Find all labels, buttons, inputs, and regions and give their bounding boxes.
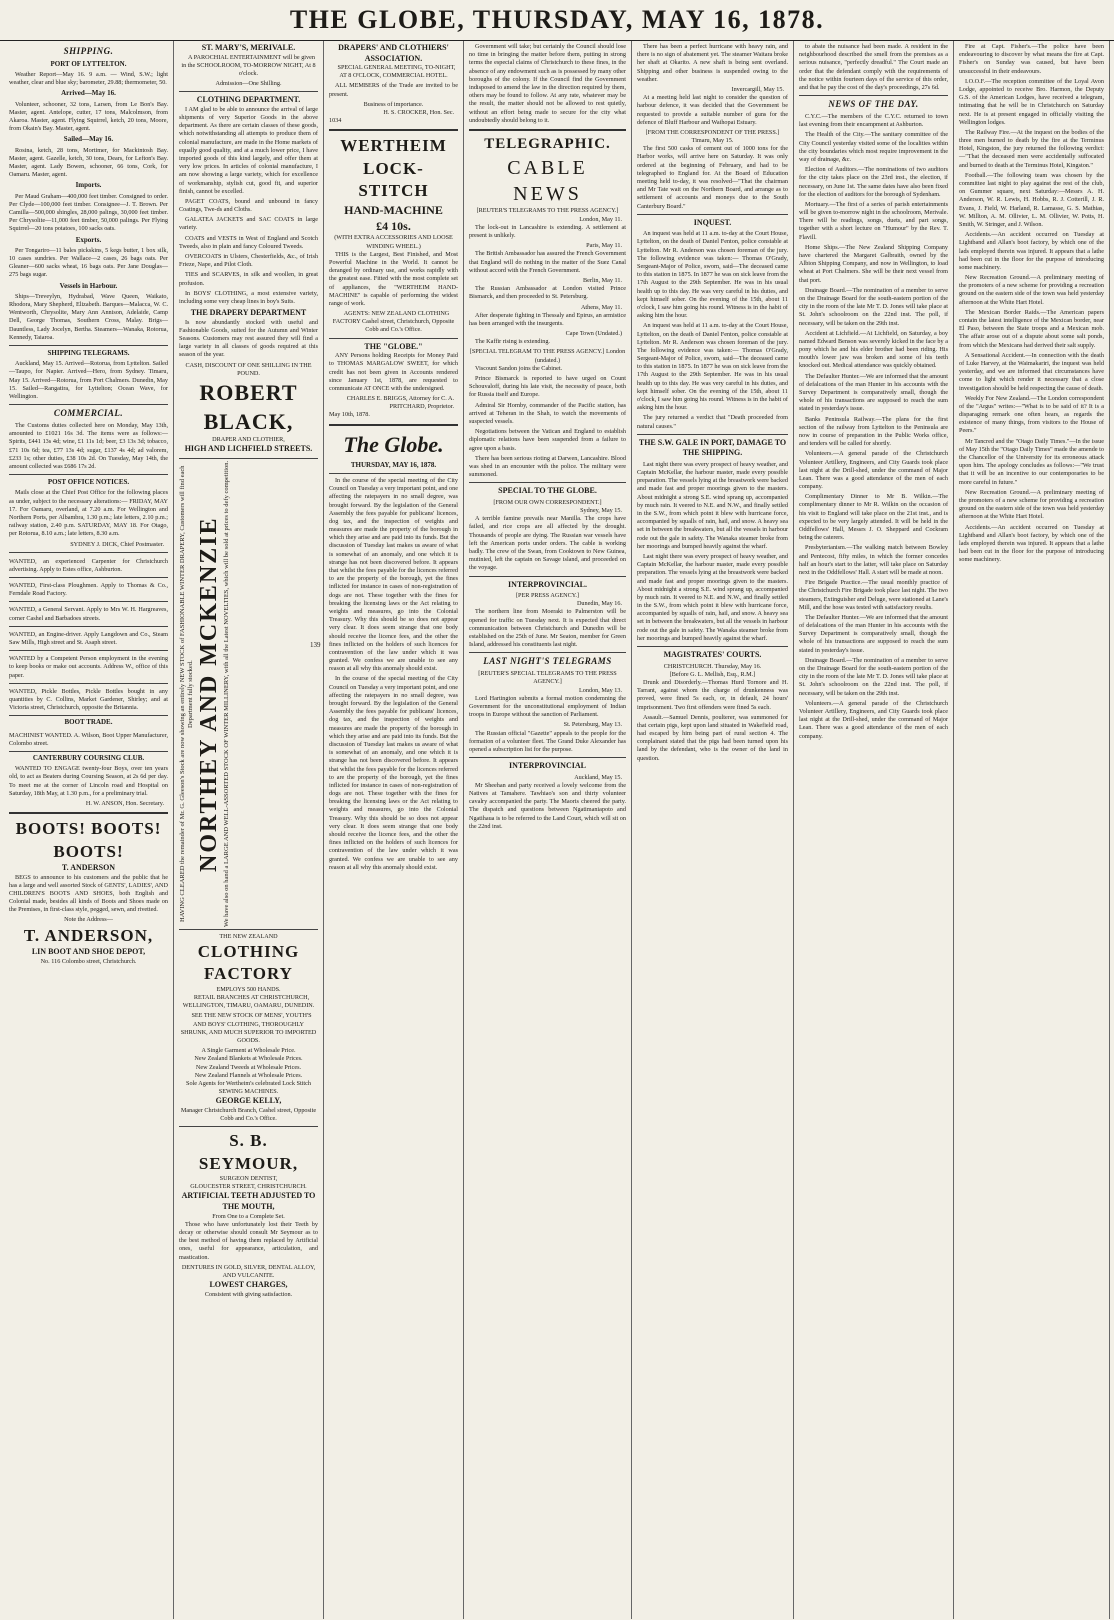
news-drainage: Drainage Board.—The nomination of a member to serve on the Drainage Board for the south-eastern portion of the city in the room of the late Mr T. D. Jones will take place at St. John's schoolroom on the 22nd inst. The poll, if necessary, will be taken on the 29th inst.	[799, 286, 948, 327]
globe-notice-heading: THE "GLOBE."	[364, 341, 423, 351]
machinist-ad: MACHINIST WANTED. A. Wilson, Boot Upper Manufacturer, Colombo street.	[9, 730, 168, 752]
from-one: From One to a Complete Set.	[212, 1212, 285, 1220]
dateline-berlin-11: Berlin, May 11.	[583, 276, 622, 284]
special-press-heading: [SPECIAL TELEGRAM TO THE PRESS AGENCY.] London (undated.)	[469, 348, 626, 364]
kelly-title: Manager Christchurch Branch, Cashel street, Opposite Cobb and Co.'s Office.	[180, 1106, 317, 1123]
vertical-ad-text-2: We have also on hand a LARGE AND WELL-ASSORTED STOCK OF WINTER MILLINERY, with all the Latest NOVELTIES, which will be sold at prices to defy competition.	[223, 460, 231, 927]
gale-heading: THE S.W. GALE IN PORT, DAMAGE TO THE SHIPPING.	[638, 437, 787, 458]
rioting-text: There has been serious rioting at Darwen, Lancashire. Blood was shed in an encounter with the police. The military were summoned.	[469, 454, 626, 479]
port-title: PORT OF LYTTELTON.	[50, 59, 127, 68]
business: Business of importance.	[363, 100, 424, 108]
nz-flannels: New Zealand Flannels at Wholesale Prices.	[194, 1071, 303, 1079]
news-lichfield: Accident at Lichfield.—At Lichfield, on Saturday, a boy named Edward Benson was severely kicked in the face by a pony which he and his elder brother had been riding. His mouth's lower jaw was broken and some of his teeth knocked out. Medical attendance was quickly obtained.	[799, 329, 948, 370]
wanted-ad-4: WANTED, an Engine-driver. Apply Langdown and Co., Steam Saw Mills, High street and St. Asaph street.	[9, 629, 168, 651]
page-number: 139	[310, 641, 321, 649]
briggs-signature: CHARLES E. BRIGGS, Attorney for C. A. PRITCHARD, Proprietor.	[346, 395, 454, 411]
bismarck-text: Prince Bismarck is reported to have urged on Count Schouvaloff, during his late visit, the necessity of peace, both for Russia itself and Europe.	[469, 375, 626, 399]
column-1	[4, 41, 174, 1619]
news-auditors: Election of Auditors.—The nominations of two auditors for the city takes place on the 23rd inst., the election, if necessary, on June 1st. The same dates have also been fixed for the election of auditors for the borough of Sydenham.	[799, 166, 948, 198]
athens-text: After desperate fighting in Thessaly and Epirus, an armistice has been arranged with the insurgents.	[469, 311, 626, 327]
dateline-paris-11: Paris, May 11.	[586, 242, 622, 250]
timaru-text: The first 500 casks of cement out of 1000 tons for the Harbor works, will arrive here on Saturday. It was only ordered at the beginning of February, and had to be telegraphed to England for. At the Board of Education meeting held to-day, it was resolved—"That the chairman and Mr Tate wait on the Northern Board, and arrange as to settlement of accounts and moneys due to the South Canterbury Board."	[637, 145, 788, 210]
news-tancred: Mr Tancred and the "Otago Daily Times."—In the issue of May 15th the "Otago Daily Times" made the amende to the Chancellor of the University for its erroneous attack upon him. The apology concludes as follows:—"We trust that it will be an incentive to our contemporaries to be more careful in future."	[959, 437, 1104, 486]
coats-vests: COATS and VESTS in West of England and Scotch Tweeds, also in plain and fancy Coloured Tweeds.	[179, 234, 318, 250]
vatican-text: Negotiations between the Vatican and England to establish diplomatic relations have been suspended from a failure to agree upon a basis.	[469, 428, 626, 452]
news-complimentary: Complimentary Dinner to Mr B. Wilkin.—The complimentary dinner to Mr R. Wilkin on the occasion of his visit to England will take place on the 21st inst., and is expected to be very largely attended. It will be held in the Oddfellows' Hall, Messrs J. O. Sheppard and Cockram being the caterers.	[799, 493, 948, 542]
coursing-signature: H. W. ANSON, Hon. Secretary.	[85, 799, 164, 807]
news-health: The Health of the City.—The sanitary committee of the City Council yesterday visited some of the localities within the city boundaries which most require improvement in the way of drainage, &c.	[799, 131, 948, 163]
newspaper-page	[0, 41, 1114, 1619]
post-office-text: Mails close at the Chief Post Office for the following places as under, subject to the necessary alterations:— FRIDAY, MAY 17. For Oamaru, overland, at 7.20 a.m. For Wellington and Northern Ports, per Albambra, 1.30 p.m.; late letters, 2.10 p.m.; railway station, 2.40 p.m. SATURDAY, MAY 18. For Otago, per Rotorua, 8.10 a.m.; late letters, 8.30 a.m.	[9, 489, 168, 538]
machine-price: £4 10s.	[376, 218, 411, 233]
last-night-heading: LAST NIGHT'S TELEGRAMS	[483, 656, 612, 667]
london-text: Lord Hartington submits a formal motion condemning the Government for the unconstitutional employment of Indian troops in Europe without the sanction of Parliament.	[469, 694, 626, 719]
the-globe-title: The Globe.	[343, 431, 444, 457]
wertheim-title: WERTHEIM	[340, 136, 447, 156]
weather-continued: There has been a perfect hurricane with heavy rain, and there is no sign of abatement yet. The steamer Waitara broke her shaft at Okarito. A new shaft is being sent overland. Shipping and other business is suspended owing to the weather.	[637, 43, 788, 83]
news-accidents-2: Accidents.—An accident occurred on Tuesday at Lightband and Allan's boot factory, by which one of the lads employed therein was injured. It appears that a lathe had been cut in the floor for the purpose of introducing some machinery.	[959, 523, 1104, 564]
column-5	[632, 41, 794, 1619]
wanted-ad-1: WANTED, an experienced Carpenter for Christchurch advertising. Apply to Estes office, Ashburton.	[9, 556, 168, 578]
news-cyc: C.Y.C.—The members of the C.Y.C. returned to town last evening from their encampment at Ashburton.	[799, 113, 948, 129]
anderson-text: BEGS to announce to his customers and the public that he has a large and well assorted Stock of GENTS', LADIES', AND CHILDREN'S BOOTS AND SHOES, both English and Colonial made, besides all kinds of Boots and Shoes made on the Premises, in first-class style, pegged, sewn, and rivetted.	[9, 873, 168, 914]
lowest-charges: LOWEST CHARGES,	[209, 1280, 288, 1290]
inquest-text-2: An inquest was held at 11 a.m. to-day at the Court House, Lyttelton, on the death of Daniel Fenton, police constable at Lyttelton. Mr R. Anderson was chosen foreman of the jury. The following evidence was taken:— Thomas O'Grady, Sergeant-Major of Police, sworn, said—The deceased came to this station in 1875. In 1877 he was on sick leave from the 17th August to the 29th September. He was in his usual health up to this day. He was very careful in his duties, and kept himself sober. On the evening of the 15th, about 11 o'clock, I saw him going his round. Witness is in the habit of asking him the hour.	[637, 322, 788, 412]
column-3	[324, 41, 464, 1619]
special-meeting: SPECIAL GENERAL MEETING, TO-NIGHT, AT 8 O'CLOCK, COMMERCIAL HOTEL.	[337, 64, 456, 80]
with-extra: (WITH EXTRA ACCESSORIES AND LOOSE WINDING WHEEL.)	[334, 234, 453, 250]
boot-depot: LIN BOOT AND SHOE DEPOT,	[31, 947, 146, 957]
news-sensational: A Sensational Accident.—In connection with the death of Luke Harvey, at the Waimakariri, the inquest was held yesterday, and we are informed that circumstances have come to light which render it necessary that a close investigation should be held respecting the cause of death.	[959, 351, 1104, 392]
commercial-text: The Customs duties collected here on Monday, May 13th, amounted to £1021 16s 3d. The items were as follows:—Spirits, £441 13s 4d; wine, £1 11s 1d; beer, £3 13s 3d; tobacco, £71 10s 6d; tea, £77 13s 4d; sugar, £137 4s 4d; ad valorem, £233 1s; other duties, £38 10s 2d. On Tuesday, May 14th, the amount collected was £686 17s 2d.	[9, 422, 168, 470]
cable-news-title: CABLE NEWS	[507, 156, 588, 206]
anderson-name: T. ANDERSON	[61, 862, 116, 872]
vertical-ad-name: NORTHEY AND MCKENZIE	[195, 516, 222, 872]
dateline-petersburg: St. Petersburg, May 13.	[563, 721, 622, 729]
sandon-text: Viscount Sandon joins the Cabinet.	[475, 364, 563, 372]
robert-black-name: ROBERT BLACK,	[199, 380, 298, 435]
weather-report: Weather Report—May 16. 9 a.m. — Wind, S.W.; light weather, clear and blue sky; barometer, 29.88; thermometer, 50.	[9, 71, 168, 87]
wanted-ad-3: WANTED, a General Servant. Apply to Mrs W. H. Hargreaves, corner Cashel and Barbadoes streets.	[9, 604, 168, 626]
invercargill-text: At a meeting held last night to consider the question of harbour defence, it was decided that the Government be requested to provide a suitable number of guns for the defence of Bluff Harbour and Waihopai Estuary.	[637, 94, 788, 126]
news-banks: Banks Peninsula Railway.—The plans for the first section of the railway from Lyttelton to the Peninsula are now in course of preparation in the Public Works office, and tenders will be called for shortly.	[799, 415, 948, 448]
editorial-continued: Government will take; but certainly the Council should lose no time in bringing the matter before them, putting in strong terms the especial claims of Christchurch to these fines, in the absence of any endowment such as is possessed by many other boroughs of the colony. If the Council find the Government indisposed to amend the law in the direction required by them, others may be found to follow. At any rate, whatever may be the result, the matter should not be allowed to rest quietly, without an effort being made to secure for the city what undoubtedly should belong to it.	[469, 43, 626, 124]
exports-heading: Exports.	[75, 235, 102, 244]
factory-title: CLOTHING FACTORY	[197, 942, 300, 984]
wanted-ad-5: WANTED by a Competent Person employment in the evening to keep books or make out accounts. Address W., office of this paper.	[9, 653, 168, 684]
post-office-heading: POST OFFICE NOTICES.	[47, 478, 130, 487]
paris-text: The British Ambassador has assured the French Government that England will do nothing in the matter of the Suez Canal without accord with the French Government.	[469, 250, 626, 274]
dateline-london-11: London, May 11.	[579, 215, 622, 223]
agents: AGENTS: NEW ZEALAND CLOTHING FACTORY Cashel street, Christchurch, Opposite Cobb and Co.'s Office.	[332, 310, 455, 334]
depot-address: No. 116 Colombo street, Christchurch.	[40, 957, 137, 965]
news-volunteers-2: Volunteers.—A general parade of the Christchurch Volunteer Artillery, Engineers, and City Guards took place last night at the Drill-shed, under the command of Major Lean. There was a good attendance of the men of each company.	[799, 699, 948, 740]
cape-text: The Kaffir rising is extending.	[475, 338, 550, 346]
overcoats: OVERCOATS in Ulsters, Chesterfields, &c., of Irish Frieze, Nape, and Pilot Cloth.	[179, 253, 318, 269]
news-accidents: Accidents.—An accident occurred on Tuesday at Lightband and Allan's boot factory, by which one of the lads employed therein was injured. It appears that a lathe had been cut in the floor for the purpose of introducing some machinery.	[959, 231, 1104, 271]
shipping-telegrams: Auckland, May 15. Arrived—Rotorua, from Lyttelton. Sailed—Taupo, for Napier. Arrived—Hero, from Sydney. Timaru, May 15. Arrived—Rotorua, from Port Chalmers. Dunedin, May 15. Sailed—Rangatira, for Lyttelton; Ocean Wave, for Wellington.	[9, 360, 168, 400]
ties-scarves: TIES and SCARVES, in silk and woollen, in great profusion.	[179, 271, 318, 287]
nz-clothing-title: THE NEW ZEALAND	[219, 932, 278, 940]
news-recreation-2: New Recreation Ground.—A preliminary meeting of the promoters of a new scheme for providing a recreation ground on the eastern side of the town was held yesterday afternoon at the White Hart Hotel.	[959, 488, 1104, 521]
boot-trade-heading: BOOT TRADE.	[64, 718, 113, 727]
lockout-text: The lock-out in Lancashire is extending. A settlement at present is unlikely.	[469, 223, 626, 240]
nz-tweeds: New Zealand Tweeds at Wholesale Prices.	[195, 1063, 302, 1071]
lock-stitch-title: LOCK-STITCH	[358, 158, 429, 201]
see-new-stock: SEE THE NEW STOCK OF MENS', YOUTH'S AND BOYS' CLOTHING, THOROUGHLY SHRUNK, AND MUCH SUPERIOR TO IMPORTED GOODS.	[180, 1012, 317, 1044]
own-correspondent: [FROM OUR OWN CORRESPONDENT.]	[493, 498, 602, 506]
news-mortuary: Mortuary.—The first of a series of parish entertainments will be given to-morrow night in the schoolroom, Merivale. There will be readings, songs, duets, and part songs, together with a short lecture on "Humour" by the Rev. T. Flavill.	[799, 200, 948, 241]
column-7	[954, 41, 1110, 1619]
vessels-list: Ships—Treveylyn, Hydrabad, Wave Queen, Waikato, Rhodora, Mary Shepherd, Elizabeth. Barques—Malacca, W. C. Wentworth, Chrysolite, Mary Ann Annison, Adelaide, Camp Dell, George Thomas, Southern Cross, Malay. Brigs—Dauntless, Lady Jocelyn, Bertha. Steamers—Wanaka, Rotorua, Kennedy, Taiaroa.	[9, 292, 168, 341]
imports-heading: Imports.	[75, 181, 102, 190]
interprovincial-heading-2: INTERPROVINCIAL	[509, 761, 586, 771]
st-marys-title: ST. MARY'S, MERIVALE.	[201, 43, 296, 52]
wertheim-agents: Sole Agents for Wertheim's celebrated Lock Stitch SEWING MACHINES.	[186, 1079, 311, 1096]
telegraphic-title: TELEGRAPHIC.	[484, 135, 611, 152]
clothing-text: I AM glad to be able to announce the arrival of large shipments of very Superior Goods in the above department. As there are certain classes of these goods, which notwithstanding all attempts to produce them of colonial manufacture, are made in the Home markets of equally good quality, and at a much lower price, I have imported goods of this kind largely, and offer them at very low prices. In articles of colonial manufacture, I am now showing a large variety, which for excellence of workmanship, stylish cut, good fit, and superior finish, cannot be excelled.	[179, 105, 318, 195]
ad-number: 1034	[329, 117, 342, 125]
timaru-heading: [FROM THE CORRESPONDENT OF THE PRESS.] Timaru, May 15.	[645, 128, 780, 145]
northey-mckenzie-ad	[179, 458, 318, 930]
press-agency: [PER PRESS AGENCY.]	[516, 592, 579, 600]
before-magistrate: [Before G. L. Mellish, Esq., R.M.]	[669, 670, 756, 678]
arrived-list: Volunteer, schooner, 32 tons, Larsen, from Le Bon's Bay. Master, agent. Antelope, cutter, 17 tons, Malcolmson, from Akaroa. Master, agent. Flying Squirrel, ketch, 20 tons, Moore, from Okain's Bay. Master, agent.	[9, 100, 168, 133]
seymour-name: S. B. SEYMOUR,	[198, 1131, 299, 1173]
branches: RETAIL BRANCHES AT CHRISTCHURCH, WELLINGTON, TIMARU, OAMARU, DUNEDIN.	[182, 994, 315, 1010]
drapery-text: Is now abundantly stocked with useful and Fashionable Goods, suited for the Autumn and Winter Seasons. Customers may rest assured they will find a large variety in all classes of goods required at this season of the year.	[179, 318, 318, 359]
christchurch-dateline: CHRISTCHURCH. Thursday, May 16.	[663, 662, 762, 670]
editorial-date: THURSDAY, MAY 16, 1878.	[350, 460, 437, 469]
all-members: ALL MEMBERS of the Trade are invited to be present.	[329, 82, 458, 98]
nz-blankets: New Zealand Blankets at Wholesale Prices.	[194, 1055, 303, 1063]
seymour-address: GLOUCESTER STREET, CHRISTCHURCH.	[190, 1183, 307, 1191]
column-2	[174, 41, 324, 1619]
news-of-the-day-heading: NEWS OF THE DAY.	[828, 99, 919, 110]
clothing-dept-heading: CLOTHING DEPARTMENT.	[196, 95, 301, 105]
dentures: DENTURES IN GOLD, SILVER, DENTAL ALLOY, AND VULCANITE.	[181, 1263, 316, 1279]
surgeon-title: SURGEON DENTIST,	[219, 1175, 278, 1183]
draper-title: DRAPER AND CLOTHIER,	[212, 436, 285, 444]
hornby-text: Admiral Sir Hornby, commander of the Pacific station, has arrived at Teheran in the Shah, to watch the movements of suspected vessels.	[469, 401, 626, 425]
commercial-header: COMMERCIAL.	[53, 408, 124, 419]
globe-notice: ANY Persons holding Receipts for Money Paid to THOMAS MARGALOW SWEET, for which credit has not been given in Accounts rendered since January 1st, 1878, are requested to communicate AT ONCE with the undersigned.	[329, 352, 458, 392]
news-home-ships: Home Ships.—The New Zealand Shipping Company have chartered the Margaret Galbraith, owned by the Albion Shipping Company, and now in Wellington, to load wheat at Port Chalmers. She will be their next vessel from that port.	[799, 243, 948, 284]
gale-text-2: Last night there was every prospect of heavy weather, and Captain McKellar, the harbour master, made every possible preparation. The vessels lying at the breastwork were backed and made fast and proper moorings given to the masters. About midnight a strong S.E. wind sprang up, accompanied by much rain. It veered to N.E. and N.W., and finally settled in the S.W., from which point it blew with hurricane force, accompanied by squalls of rain, hail, and snow. A heavy sea set in between the breakwaters, but all the vessels in harbour rode out the gale in safety. The Wanaka steamer broke from her moorings and bumped heavily against the wharf.	[637, 552, 788, 642]
news-recreation: New Recreation Ground.—A preliminary meeting of the promoters of a new scheme for providing a recreation ground on the eastern side of the town was held yesterday afternoon at the White Hart Hotel.	[959, 274, 1104, 306]
masthead: THE GLOBE, THURSDAY, MAY 16, 1878.	[0, 0, 1114, 41]
seymour-text: Those who have unfortunately lost their Teeth by decay or otherwise should consult Mr Seymour as to the best method of having them replaced by Artificial ones, useful for appearance, articulation, and mastication.	[179, 1220, 318, 1261]
sailed-list: Rosina, ketch, 28 tons, Mortimer, for Mackintosh Bay. Master, agent. Gazelle, ketch, 30 tons, Dears, for Lefton's Bay. Master, agent. Lady Bowen, schooner, 66 tons, Cork, for Oamaru. Master, agent.	[9, 146, 168, 179]
interprovincial-heading: INTERPROVINCIAL.	[508, 579, 587, 589]
coursing-text: WANTED TO ENGAGE twenty-four Boys, over ten years old, to act as Beaters during Coursing Season, at 2s 6d per day. To meet me at the corner of Lincoln road and Hospital on Saturday, 18th May, at 1.30 p.m., for a preliminary trial.	[9, 765, 168, 797]
boots-headline: BOOTS! BOOTS! BOOTS!	[15, 819, 162, 861]
auckland-text: Mr Sheehan and party received a lovely welcome from the Natives at Tamahere. Tawhiao's son and thirty volunteer cavalry accompanied the party. The Maoris cheered the party. The dispatch and questions between Ngatimaniapoto and Ngatihaua is to be referred to the Land Court, which will sit on the 22nd inst.	[469, 781, 626, 830]
wertheim-text: THIS is the Largest, Best Finished, and Most Powerful Machine in the World. It cannot be deranged by ordinary use, and works rapidly with the greatest ease. Fitted with the most complete set of appliances, the "WERTHEIM HAND-MACHINE" is capable of performing the widest range of work.	[329, 250, 458, 307]
news-defaulter-2: The Defaulter Hunter.—We are informed that the amount of defalcations of the man Hunter in his accounts with the Survey Department is comparatively small, though the whole of his transactions are supposed to reach the sum stated in yesterday's issue.	[799, 613, 948, 654]
gale-text: Last night there was every prospect of heavy weather, and Captain McKellar, the harbour master, made every possible preparation. The vessels lying at the breastwork were backed and made fast and proper moorings given to the masters. About midnight a strong S.E. wind sprang up, accompanied by much rain. It veered to N.E. and N.W., and finally settled in the S.W., from which point it blew with hurricane force, accompanied by squalls of rain, hail, and snow. A heavy sea set in between the breakwaters, but all the vessels in harbour rode out the gale in safety. The Wanaka steamer broke from her moorings and bumped heavily against the wharf.	[637, 460, 788, 550]
news-ioof: I.O.O.F.—The reception committee of the Loyal Avon Lodge, appointed to receive Bro. Harmon, the Deputy G.S. of the American Lodges, have received a telegram, intimating that he will be in Christchurch on Saturday next. He is at present engaged in officially visiting the Wellington lodges.	[959, 77, 1104, 126]
boys-clothing: In BOYS' CLOTHING, a most extensive variety, including some very cheap lines in boy's Suits.	[179, 289, 318, 305]
news-weekly: Weekly For New Zealand.—The London correspondent of the "Argus" writes:—"What is to be said of it? It is a disparaging remark one often hears, as regards the existence of many things, from visitors to the House of Peers."	[959, 394, 1104, 435]
dateline-athens-11: Athens, May 11.	[580, 303, 622, 311]
wanted-ad-2: WANTED, First-class Ploughmen. Apply to Thomas & Co., Ferndale Road Factory.	[9, 580, 168, 602]
news-fire: Fire Brigade Practice.—The usual monthly practice of the Christchurch Fire Brigade took place last night. The two steamers, Extinguisher and Deluge, were stationed at Lane's Mill, and the hose was tested with satisfactory results.	[799, 579, 948, 611]
inquest-heading: INQUEST.	[693, 217, 732, 227]
dateline-cape: Cape Town (Undated.)	[565, 330, 622, 338]
sailed-heading: Sailed—May 16.	[63, 135, 114, 144]
coursing-heading: CANTERBURY COURSING CLUB.	[32, 753, 145, 762]
anderson-name-2: T. ANDERSON,	[23, 925, 154, 945]
shipping-telegrams-heading: SHIPPING TELEGRAMS.	[47, 348, 130, 357]
editorial-text-2: In the course of the special meeting of the City Council on Tuesday a very important point, and one affecting the ratepayers in no small degree, was brought forward. By the legislation of the General Assembly the fees payable for publicans' licences, dog tax, and the inspection of weights and measures are made the property of the borough in which they arise and are paid into its funds. But the discussion of Tuesday last makes us aware of what is somewhat of an anomaly, and one which it is strange has not been discovered before. It appears that whilst the fees payable for the licences referred to are the property of the borough, yet the fines inflicted for instance in cases of non-registration of dogs are not. These together with the fines for breaking the licensing laws or the Act relating to weights and measures, go into the Colonial Treasury. Why this should be so does not appear very clear. It does seem strange that one body should receive the licence fees, and the other the fines inflicted on the holders of such licences for contravention of the law under which it was granted. We confess we are unable to see any reason at all why this anomaly should exist.	[329, 675, 458, 871]
drunk-text: Drunk and Disorderly.—Thomas Hurd Tornore and H. Tarrant, against whom the charge of drunkenness was proved, were fined 5s each, or, in default, 24 hours' imprisonment. Two first offenders were fined 5s each.	[637, 678, 788, 711]
may-date: May 10th, 1878.	[329, 411, 370, 419]
galatea-jackets: GALATEA JACKETS and SAC COATS in large variety.	[179, 216, 318, 232]
reuter-special: [REUTER'S SPECIAL TELEGRAMS TO THE PRESS AGENCY.]	[478, 670, 617, 686]
consistent: Consistent with giving satisfaction.	[204, 1290, 293, 1298]
exports-list: Per Tongariro—11 bales pickskins, 5 kegs butter, 1 box silk, 10 cases sundries. Per Wallace—2 cases, 26 bags oats. Per Gleaner—600 sacks wheat, 16 bags oats. Per Jane Douglas—275 bags sugar.	[9, 246, 168, 279]
note-address: Note the Address—	[64, 916, 113, 924]
dunedin-text: The northern line from Moeraki to Palmerston will be opened for traffic on Tuesday next. It is expected that direct communication between Christchurch and Dunedin will be established on the 25th of June. Mr Seaton, member for Green Island, addressed his constituents last night.	[469, 608, 626, 649]
artificial-teeth: ARTIFICIAL TEETH ADJUSTED TO THE MOUTH,	[181, 1191, 316, 1212]
sydney-text: A terrible famine prevails near Manilla. The crops have failed, and rice crops are all affected by the drought. Thousands of people are dying. The Russian war vessels have left the American ports under orders. The cable is working badly. The crew of the Swan, from Cooktown to New Guinea, mutinied, left the captain on Savage island, and proceeded on the voyage.	[469, 515, 626, 572]
inquest-text: An inquest was held at 11 a.m. to-day at the Court House, Lyttelton, on the death of Daniel Fenton, police constable at Lyttelton. Mr R. Anderson was chosen foreman of the jury. The following evidence was taken:— Thomas O'Grady, Sergeant-Major of Police, sworn, said—The deceased came to this station in 1875. In 1877 he was on sick leave from the 17th August to the 29th September. He was in his usual health up to this day. He was very careful in his duties, and kept himself sober. On the evening of the 15th, about 11 o'clock, I saw him going his round. Witness is in the habit of asking him the hour.	[637, 230, 788, 320]
cash-discount: CASH, DISCOUNT OF ONE SHILLING IN THE POUND.	[185, 361, 312, 377]
streets-line: HIGH AND LICHFIELD STREETS.	[184, 444, 313, 454]
petersburg-text: The Russian official "Gazette" appeals to the people for the formation of a volunteer fleet. The Grand Duke Alexander has opened a subscription list for the purpose.	[469, 729, 626, 753]
dateline-dunedin-16: Dunedin, May 16.	[576, 600, 622, 608]
kelly-name: GEORGE KELLY,	[215, 1096, 282, 1106]
paget-coats: PAGET COATS, bound and unbound in fancy Coatings, Twe-ds and Cloths.	[179, 197, 318, 214]
news-football: Football.—The following team was chosen by the committee last night to play against the rest of the club, on Gummer square, next Saturday:—Messrs A. H. Anderson, W. R. Lewis, H. Hobbs, R. J. Cotterill, J. R. Evans, J. Field, W. Harland, R. Lamasse, G. S. Mathias, W. Millton, A. M. Ollivier, L. M. Ollivier, W. Potts, H. Smith, W. Stringer, and J. Wilson.	[959, 171, 1104, 228]
post-office-signature: SYDNEY J. DICK, Chief Postmaster.	[70, 540, 164, 548]
column-4	[464, 41, 632, 1619]
assault-text: Assault.—Samuel Dennis, poulterer, was summoned for that certain pigs, kept upon land situated in Wakefield road, had escaped by him being part of rural section 4. The complainant stated that the pigs had been turned upon his land by the defendant, who is the owner of the land in question.	[637, 713, 788, 762]
verdict-text: The jury returned a verdict that "Death proceeded from natural causes."	[637, 414, 788, 430]
arrived-heading: Arrived—May 16.	[61, 89, 116, 98]
imports-list: Per Maud Graham—400,000 feet timber. Consigned to order. Per Clyde—100,000 feet timber. Consignee—J. T. Brown. Per Camilla—500,000 shingles, 28,000 palings, 30,000 feet timber. Per Chrysolite—11,000 feet timber, 50,000 palings. Per Flying Squirrel—20 tons potatoes, 100 sacks oats.	[9, 192, 168, 233]
dateline-sydney-15: Sydney, May 15.	[580, 507, 622, 514]
vessels-heading: Vessels in Harbour.	[59, 281, 118, 290]
dateline-london-13: London, May 13.	[579, 686, 622, 694]
single-garment: A Single Garment at Wholesale Price.	[201, 1047, 296, 1055]
admission-text: Admission—One Shilling.	[215, 80, 282, 88]
entertainment-text: A PAROCHIAL ENTERTAINMENT will be given in the SCHOOLROOM, TO-MORROW NIGHT, At 8 o'clock.	[181, 53, 316, 77]
news-volunteers: Volunteers.—A general parade of the Christchurch Volunteer Artillery, Engineers, and City Guards took place last night at the Drill-shed, under the command of Major Lean. There was a good attendance of the men of each company.	[799, 450, 948, 491]
shipping-header: SHIPPING.	[63, 46, 114, 56]
wanted-ad-6: WANTED, Pickle Bottles, Pickle Bottles bought in any quantities by C. Collins, Market Gardener, Shirley; and at Victoria street, Christchurch, opposite the Britannia.	[9, 686, 168, 717]
news-presbyterian: Presbyterianism.—The walking match between Bowley and Pentecost, fifty miles, in which the former concedes half an hour's start to the latter, will take place on Saturday next in the Oddfellows' Hall. A start will be made at noon.	[799, 544, 948, 576]
hands-count: EMPLOYS 500 HANDS.	[216, 985, 281, 993]
dateline-auckland-15: Auckland, May 15.	[574, 773, 622, 781]
news-defaulter: The Defaulter Hunter.—We are informed that the amount of defalcations of the man Hunter in his accounts with the Survey Department is comparatively small, though the whole of his transactions are supposed to reach the sum stated in yesterday's issue.	[799, 372, 948, 413]
news-capt-fisher: Fire at Capt. Fisher's.—The police have been endeavouring to discover by what means the fire at Capt. Fisher's on Sunday was caused, but have been unsuccessful in their endeavours.	[959, 43, 1104, 75]
drapers-association-heading: DRAPERS' AND CLOTHIERS' ASSOCIATION.	[338, 43, 449, 63]
hand-machine-title: HAND-MACHINE	[344, 202, 443, 217]
magistrates-heading: MAGISTRATES' COURTS.	[663, 650, 762, 660]
reuter-heading: [REUTER'S TELEGRAMS TO THE PRESS AGENCY.]	[476, 207, 619, 215]
column-6	[794, 41, 954, 1619]
court-continued: to abate the nuisance had been made. A resident in the neighbourhood described the smell from the premises as a serious nuisance, "perfectly dreadful." The Court made an order that the defendant comply with the requirements of the notice within fourteen days of the service of this order, and that he pay the cost of the day's proceedings, 27s 6d.	[799, 43, 948, 91]
news-railway-fire: The Railway Fire.—At the inquest on the bodies of the three men burned to death by the fire at the Terminus Hotel, Kingston, the jury returned the following verdict:—"That the deceased men were accidentally suffocated and burned to death at the Terminus Hotel, Kingston."	[959, 128, 1104, 169]
news-drainage-2: Drainage Board.—The nomination of a member to serve on the Drainage Board for the south-eastern portion of the city in the room of the late Mr T. D. Jones will take place at St. John's schoolroom on the 22nd inst. The poll, if necessary, will be taken on the 29th inst.	[799, 656, 948, 697]
editorial-text: In the course of the special meeting of the City Council on Tuesday a very important point, and one affecting the ratepayers in no small degree, was brought forward. By the legislation of the General Assembly the fees payable for publicans' licences, dog tax, and the inspection of weights and measures are made the property of the borough in which they arise and are paid into its funds. But the discussion of Tuesday last makes us aware of what is somewhat of an anomaly, and one which it is strange has not been discovered before. It appears that whilst the fees payable for the licences referred to are the property of the borough, yet the fines inflicted for instance in cases of non-registration of dogs are not. These together with the fines for breaking the licensing laws or the Act relating to weights and measures, go into the Colonial Treasury. Why this should be so does not appear very clear. It does seem strange that one body should receive the licence fees, and the other the fines inflicted on the holders of such licences for contravention of the law under which it was granted. We confess we are unable to see any reason at all why this anomaly should exist.	[329, 476, 458, 673]
crocker-signature: H. S. CROCKER, Hon. Sec.	[383, 109, 454, 117]
dateline-invercargill: Invercargill, May 15.	[731, 85, 784, 93]
special-globe-heading: SPECIAL TO THE GLOBE.	[498, 486, 597, 496]
berlin-text: The Russian Ambassador at London visited Prince Bismarck, and then proceeded to St. Petersburg.	[469, 285, 626, 301]
vertical-ad-text-1: HAVING CLEARED the remainder of Mr. G. Gleeson's Stock are now showing an entirely NEW STOCK of FASHIONABLE WINTER DRAPERY, Customers will find each Department fully stocked.	[179, 465, 194, 923]
drapery-heading: THE DRAPERY DEPARTMENT	[190, 308, 307, 318]
news-mexican: The Mexican Border Raids.—The American papers contain the latest intelligence of the Mexican border, near El Paso, between the State troops and a Mexican mob. The affair arose out of a dispute about some salt ponds, from which the Mexicans had derived their salt supply.	[959, 308, 1104, 349]
